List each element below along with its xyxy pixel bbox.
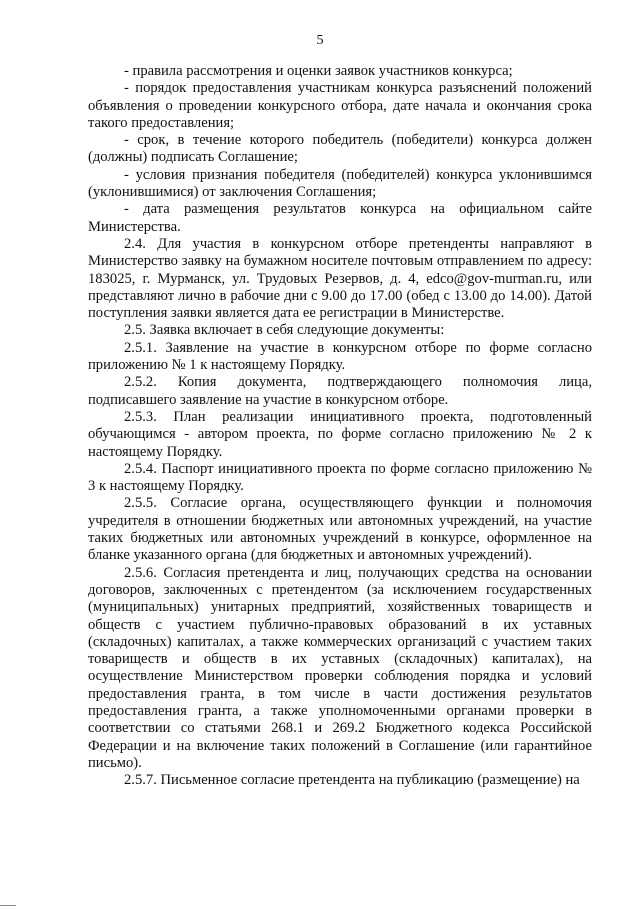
paragraph-2-5-2: 2.5.2. Копия документа, подтверждающего полномочия лица, подписавшего заявление на участие в конкурсном отборе.: [88, 374, 592, 408]
paragraph-signing-deadline: - срок, в течение которого победитель (победители) конкурса должен (должны) подписать Соглашение;: [88, 132, 592, 166]
scan-edge-mark: [0, 905, 16, 906]
page-number: 5: [316, 33, 324, 48]
document-body: [88, 63, 592, 789]
paragraph-2-5-7: 2.5.7. Письменное согласие претендента на публикацию (размещение) на: [124, 772, 580, 789]
paragraph-results-date: - дата размещения результатов конкурса на официальном сайте Министерства.: [88, 201, 592, 235]
paragraph-rules: - правила рассмотрения и оценки заявок участников конкурса;: [124, 63, 513, 79]
paragraph-2-5-5: 2.5.5. Согласие органа, осуществляющего функции и полномочия учредителя в отношении бюджетных или автономных учреждений, на участие таких бюджетных или автономных учреждений в конкурсе, оформленное на бланке указанного органа (для бюджетных и автономных учреждений).: [88, 495, 592, 564]
paragraph-evasion-conditions: - условия признания победителя (победителей) конкурса уклонившимся (уклонившимися) от заключения Соглашения;: [88, 166, 592, 201]
paragraph-2-5-6: 2.5.6. Согласия претендента и лиц, получающих средства на основании договоров, заключенных с претендентом (за исключением государственных (муниципальных) унитарных предприятий, хозяйственных товариществ и обществ с участием публично-правовых образований в их уставных (складочных) капиталах, а также коммерческих организаций с участием таких товариществ и обществ в их уставных (складочных) капиталах), на осуществление Министерством проверки соблюдения порядка и условий предоставления гранта, в том числе в части достижения результатов предоставления гранта, а также уполномоченными органами проверки в соответствии со статьями 268.1 и 269.2 Бюджетного кодекса Российской Федерации и на включение таких положений в Соглашение (или гарантийное письмо).: [88, 564, 592, 771]
paragraph-2-5-3: 2.5.3. План реализации инициативного проекта, подготовленный обучающимся - автором проекта, по форме согласно приложению № 2 к настоящему Порядку.: [88, 408, 592, 460]
paragraph-2-5: 2.5. Заявка включает в себя следующие документы:: [124, 322, 445, 339]
paragraph-2-5-4: 2.5.4. Паспорт инициативного проекта по форме согласно приложению № 3 к настоящему Порядку.: [88, 460, 592, 495]
paragraph-clarifications: - порядок предоставления участникам конкурса разъяснений положений объявления о проведении конкурсного отбора, дате начала и окончания срока такого предоставления;: [88, 80, 592, 131]
paragraph-2-5-1: 2.5.1. Заявление на участие в конкурсном отборе по форме согласно приложению № 1 к настоящему Порядку.: [88, 339, 592, 374]
paragraph-2-4: 2.4. Для участия в конкурсном отборе претенденты направляют в Министерство заявку на бумажном носителе почтовым отправлением по адресу: 183025, г. Мурманск, ул. Трудовых Резервов, д. 4, edco@gov-murman.ru, или представляют лично в рабочие дни с 9.00 до 17.00 (обед с 13.00 до 14.00). Датой поступления заявки является дата ее регистрации в Министерстве.: [88, 235, 592, 322]
